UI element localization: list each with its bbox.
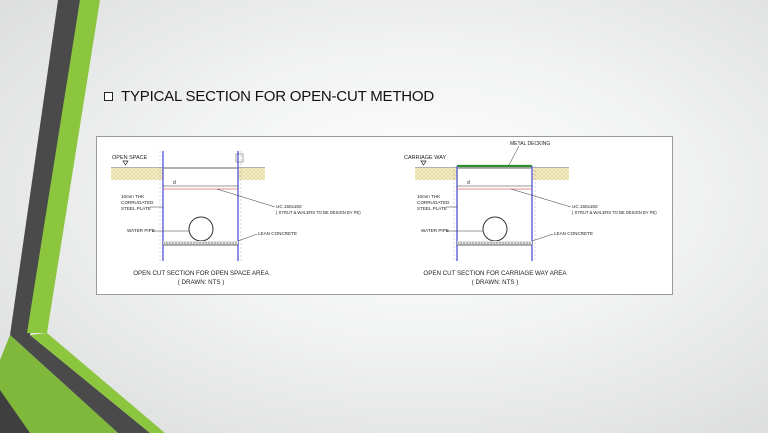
section-drawing-figure	[96, 136, 673, 295]
left-dimension-label: d	[173, 180, 176, 186]
right-surface-marker-icon	[421, 161, 426, 165]
left-lean-concrete	[163, 241, 238, 245]
title-bullet-row	[104, 86, 434, 106]
left-strut-label-2: ( STRUT & WALERS TO BE DESIGN BY PE)	[276, 210, 361, 215]
left-concrete-label: LEAN CONCRETE	[258, 231, 298, 236]
left-pipe-label: WATER PIPE	[127, 228, 155, 233]
left-strut-leader	[217, 189, 275, 207]
water-pipe-left	[189, 217, 213, 241]
right-soil-left	[415, 168, 457, 180]
left-strut-label-1: UC 150x150	[276, 204, 302, 209]
checkbox-bullet-icon	[104, 92, 113, 101]
right-plate-label-3: STEEL PLATE	[417, 206, 447, 211]
left-pile-cap	[236, 154, 243, 162]
right-caption-sub: ( DRAWN: NTS )	[471, 279, 519, 286]
right-section	[404, 141, 657, 286]
left-surface-label: OPEN SPACE	[112, 155, 148, 161]
slide-title: TYPICAL SECTION FOR OPEN-CUT METHOD	[121, 87, 435, 105]
section-drawing	[97, 137, 674, 296]
right-strut-label-2: ( STRUT & WALERS TO BE DESIGN BY PE)	[572, 210, 657, 215]
left-plate-label-1: 10mm THK	[121, 194, 145, 199]
water-pipe-right	[483, 217, 507, 241]
right-strut-label-1: UC 150x150	[572, 204, 598, 209]
right-pipe-label: WATER PIPE	[421, 228, 449, 233]
right-caption: OPEN CUT SECTION FOR CARRIAGE WAY AREA	[423, 270, 567, 277]
left-caption-sub: ( DRAWN: NTS )	[177, 279, 225, 286]
right-surface-label: CARRIAGE WAY	[404, 155, 447, 161]
right-soil-right	[532, 168, 569, 180]
right-dimension-label: d	[467, 180, 470, 186]
right-plate-label-1: 10mm THK	[417, 194, 441, 199]
right-lean-concrete	[457, 241, 532, 245]
left-caption: OPEN CUT SECTION FOR OPEN SPACE AREA	[133, 270, 269, 277]
right-decking-label: METAL DECKING	[510, 141, 551, 147]
right-decking-leader	[509, 146, 519, 165]
left-plate-label-2: CORRUGATED	[121, 200, 154, 205]
right-plate-label-2: CORRUGATED	[417, 200, 450, 205]
left-soil-right	[238, 168, 265, 180]
left-soil-left	[111, 168, 163, 180]
left-surface-marker-icon	[123, 161, 128, 165]
right-concrete-label: LEAN CONCRETE	[554, 231, 594, 236]
right-strut-leader	[511, 189, 571, 207]
left-plate-label-3: STEEL PLATE	[121, 206, 151, 211]
left-section	[111, 151, 361, 286]
